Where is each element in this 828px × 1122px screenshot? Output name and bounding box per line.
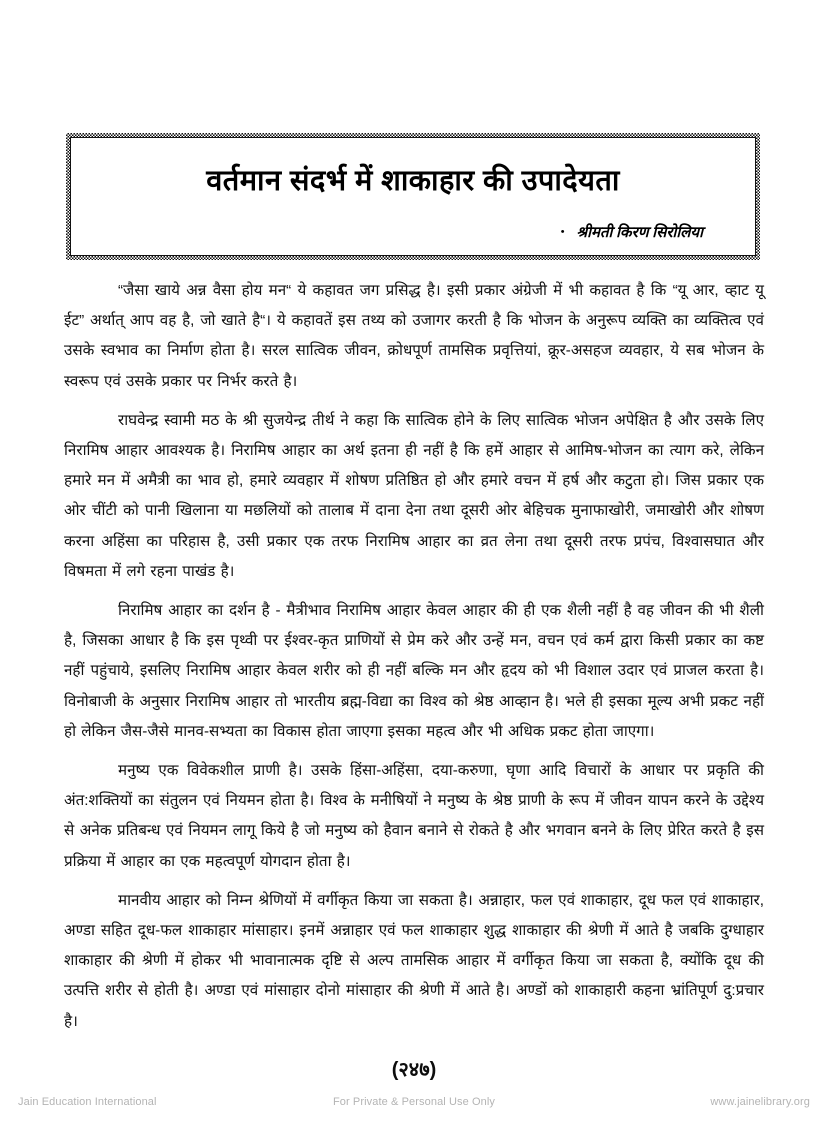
byline bbox=[561, 222, 703, 242]
author-name: श्रीमती किरण सिरोलिया bbox=[576, 225, 703, 241]
bullet-icon: • bbox=[560, 226, 565, 238]
article-title: वर्तमान संदर्भ में शाकाहार की उपादेयता bbox=[206, 165, 620, 198]
paragraph: “जैसा खाये अन्न वैसा होय मन“ ये कहावत जग प्रसिद्ध है। इसी प्रकार अंग्रेजी में भी कहावत है कि “यू आर, व्हाट यू ईट” अर्थात् आप वह है, जो खाते है“। ये कहावतें इस तथ्य को उजागर करती है कि भोजन के अनुरूप व्यक्ति का व्यक्तित्व एवं उसके स्वभाव का निर्माण होता है। सरल सात्विक जीवन, क्रोधपूर्ण तामसिक प्रवृत्तियां, क्रूर-असहज व्यवहार, ये सब भोजन के स्वरूप एवं उसके प्रकार पर निर्भर करते है। bbox=[64, 282, 764, 390]
paragraph: मनुष्य एक विवेकशील प्राणी है। उसके हिंसा-अहिंसा, दया-करुणा, घृणा आदि विचारों के आधार पर प्रकृति की अंत:शक्तियों का संतुलन एवं नियमन होता है। विश्व के मनीषियों ने मनुष्य के श्रेष्ठ प्राणी के रूप में जीवन यापन करने के उद्देश्य से अनेक प्रतिबन्ध एवं नियमन लागू किये है जो मनुष्य को हैवान बनाने से रोकते है और भगवान बनने के लिए प्रेरित करते है इस प्रक्रिया में आहार का एक महत्वपूर्ण योगदान होता है। bbox=[64, 762, 764, 870]
article-body bbox=[64, 276, 764, 1037]
page-footer bbox=[0, 1092, 828, 1112]
paragraph: राघवेन्द्र स्वामी मठ के श्री सुजयेन्द्र तीर्थ ने कहा कि सात्विक होने के लिए सात्विक भोजन अपेक्षित है और उसके लिए निरामिष आहार आवश्यक है। निरामिष आहार का अर्थ इतना ही नहीं है कि हमें आहार से आमिष-भोजन का त्याग करे, लेकिन हमारे मन में अमैत्री का भाव हो, हमारे व्यवहार में शोषण प्रतिष्ठित हो और हमारे वचन में हर्ष और कटुता हो। जिस प्रकार एक ओर चींटी को पानी खिलाना या मछलियों को तालाब में दाना देना तथा दूसरी ओर बेहिचक मुनाफाखोरी, जमाखोरी और शोषण करना अहिंसा का परिहास है, उसी प्रकार एक तरफ निरामिष आहार का व्रत लेना तथा दूसरी तरफ प्रपंच, विश्वासघात और विषमता में लगे रहना पाखंड है। bbox=[64, 411, 764, 580]
footer-website-link[interactable]: www.jainelibrary.org bbox=[710, 1096, 810, 1108]
paragraph: निरामिष आहार का दर्शन है - मैत्रीभाव निरामिष आहार केवल आहार की ही एक शैली नहीं है वह जीवन की भी शैली है, जिसका आधार है कि इस पृथ्वी पर ईश्वर-कृत प्राणियों से प्रेम करे और उन्हें मन, वचन एवं कर्म द्वारा किसी प्रकार का कष्ट नहीं पहुंचाये, इसलिए निरामिष आहार केवल शरीर को ही नहीं बल्कि मन और हृदय को भी विशाल उदार एवं प्राजल करता है। विनोबाजी के अनुसार निरामिष आहार तो भारतीय ब्रह्म-विद्या का विश्व को श्रेष्ठ आव्हान है। भले ही इसका मूल्य अभी प्रकट नहीं हो लेकिन जैस-जैसे मानव-सभ्यता का विकास होता जाएगा इसका महत्व और भी अधिक प्रकट होता जाएगा। bbox=[64, 602, 764, 740]
title-frame-inner bbox=[70, 137, 756, 256]
title-frame bbox=[66, 133, 760, 260]
footer-usage-notice: For Private & Personal Use Only bbox=[332, 1096, 496, 1108]
page-number: (२४७) bbox=[391, 1059, 437, 1081]
paragraph: मानवीय आहार को निम्न श्रेणियों में वर्गीकृत किया जा सकता है। अन्नाहार, फल एवं शाकाहार, दूध फल एवं शाकाहार, अण्डा सहित दूध-फल शाकाहार मांसाहार। इनमें अन्नाहार एवं फल शाकाहार शुद्ध शाकाहार की श्रेणी में आते है जबकि दुग्धाहार शाकाहार की श्रेणी में होकर भी भावानात्मक दृष्टि से अल्प तामसिक आहार में वर्गीकृत किया जा सकता है, क्योंकि दूध की उत्पत्ति शरीर से होती है। अण्डा एवं मांसाहार दोनो मांसाहार की श्रेणी में आते है। अण्डों को शाकाहारी कहना भ्रांतिपूर्ण दु:प्रचार है। bbox=[64, 891, 764, 1030]
footer-publisher: Jain Education International bbox=[18, 1096, 157, 1108]
